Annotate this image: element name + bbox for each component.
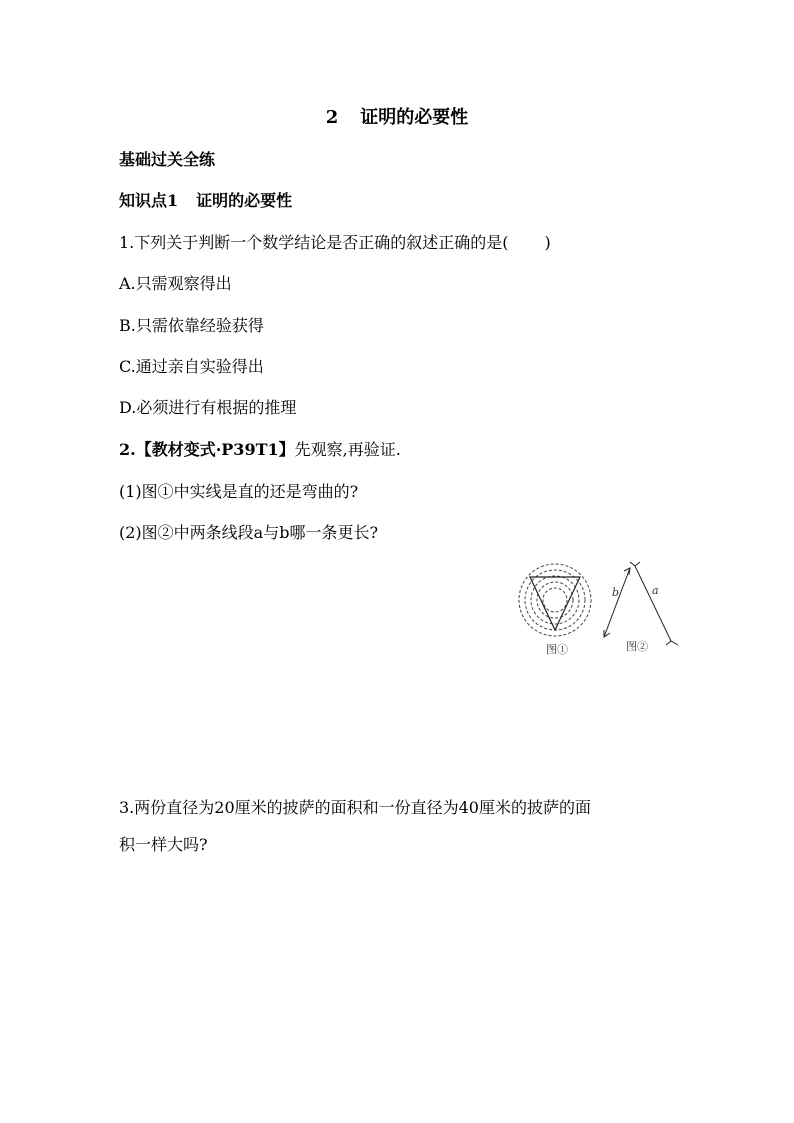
question-3-line-2: 积一样大吗? xyxy=(119,835,208,854)
question-2-part-1: (1)图①中实线是直的还是弯曲的? xyxy=(119,482,359,501)
figure-1-caption: 图① xyxy=(546,643,568,656)
illusion-figures xyxy=(516,560,686,660)
knowledge-point-label: 知识点1 xyxy=(119,191,179,210)
answer-blank-close: ) xyxy=(544,233,551,252)
knowledge-point-heading xyxy=(119,191,292,211)
question-2-text: 先观察,再验证. xyxy=(294,440,401,459)
title-text: 证明的必要性 xyxy=(360,107,469,128)
option-c: C.通过亲自实验得出 xyxy=(119,357,264,376)
page-title xyxy=(0,106,794,130)
question-2-tag: 2.【教材变式·P39T1】 xyxy=(119,440,295,459)
section-heading: 基础过关全练 xyxy=(119,150,216,169)
option-b: B.只需依靠经验获得 xyxy=(119,316,264,335)
figure-2-caption: 图② xyxy=(626,640,648,653)
label-a: a xyxy=(652,584,659,597)
question-3-line-1: 3.两份直径为20厘米的披萨的面积和一份直径为40厘米的披萨的面 xyxy=(119,798,591,817)
label-b: b xyxy=(612,586,620,599)
question-2-stem xyxy=(119,440,401,460)
title-number: 2 xyxy=(325,107,339,128)
question-1-stem xyxy=(119,233,551,253)
figure-1-concentric-circles xyxy=(519,564,591,636)
question-2-part-2: (2)图②中两条线段a与b哪一条更长? xyxy=(119,523,379,542)
knowledge-point-text: 证明的必要性 xyxy=(196,191,293,210)
question-1-text: 1.下列关于判断一个数学结论是否正确的叙述正确的是( xyxy=(119,233,509,252)
option-a: A.只需观察得出 xyxy=(119,274,232,293)
option-d: D.必须进行有根据的推理 xyxy=(119,398,297,417)
figure-2-segments xyxy=(604,562,678,645)
